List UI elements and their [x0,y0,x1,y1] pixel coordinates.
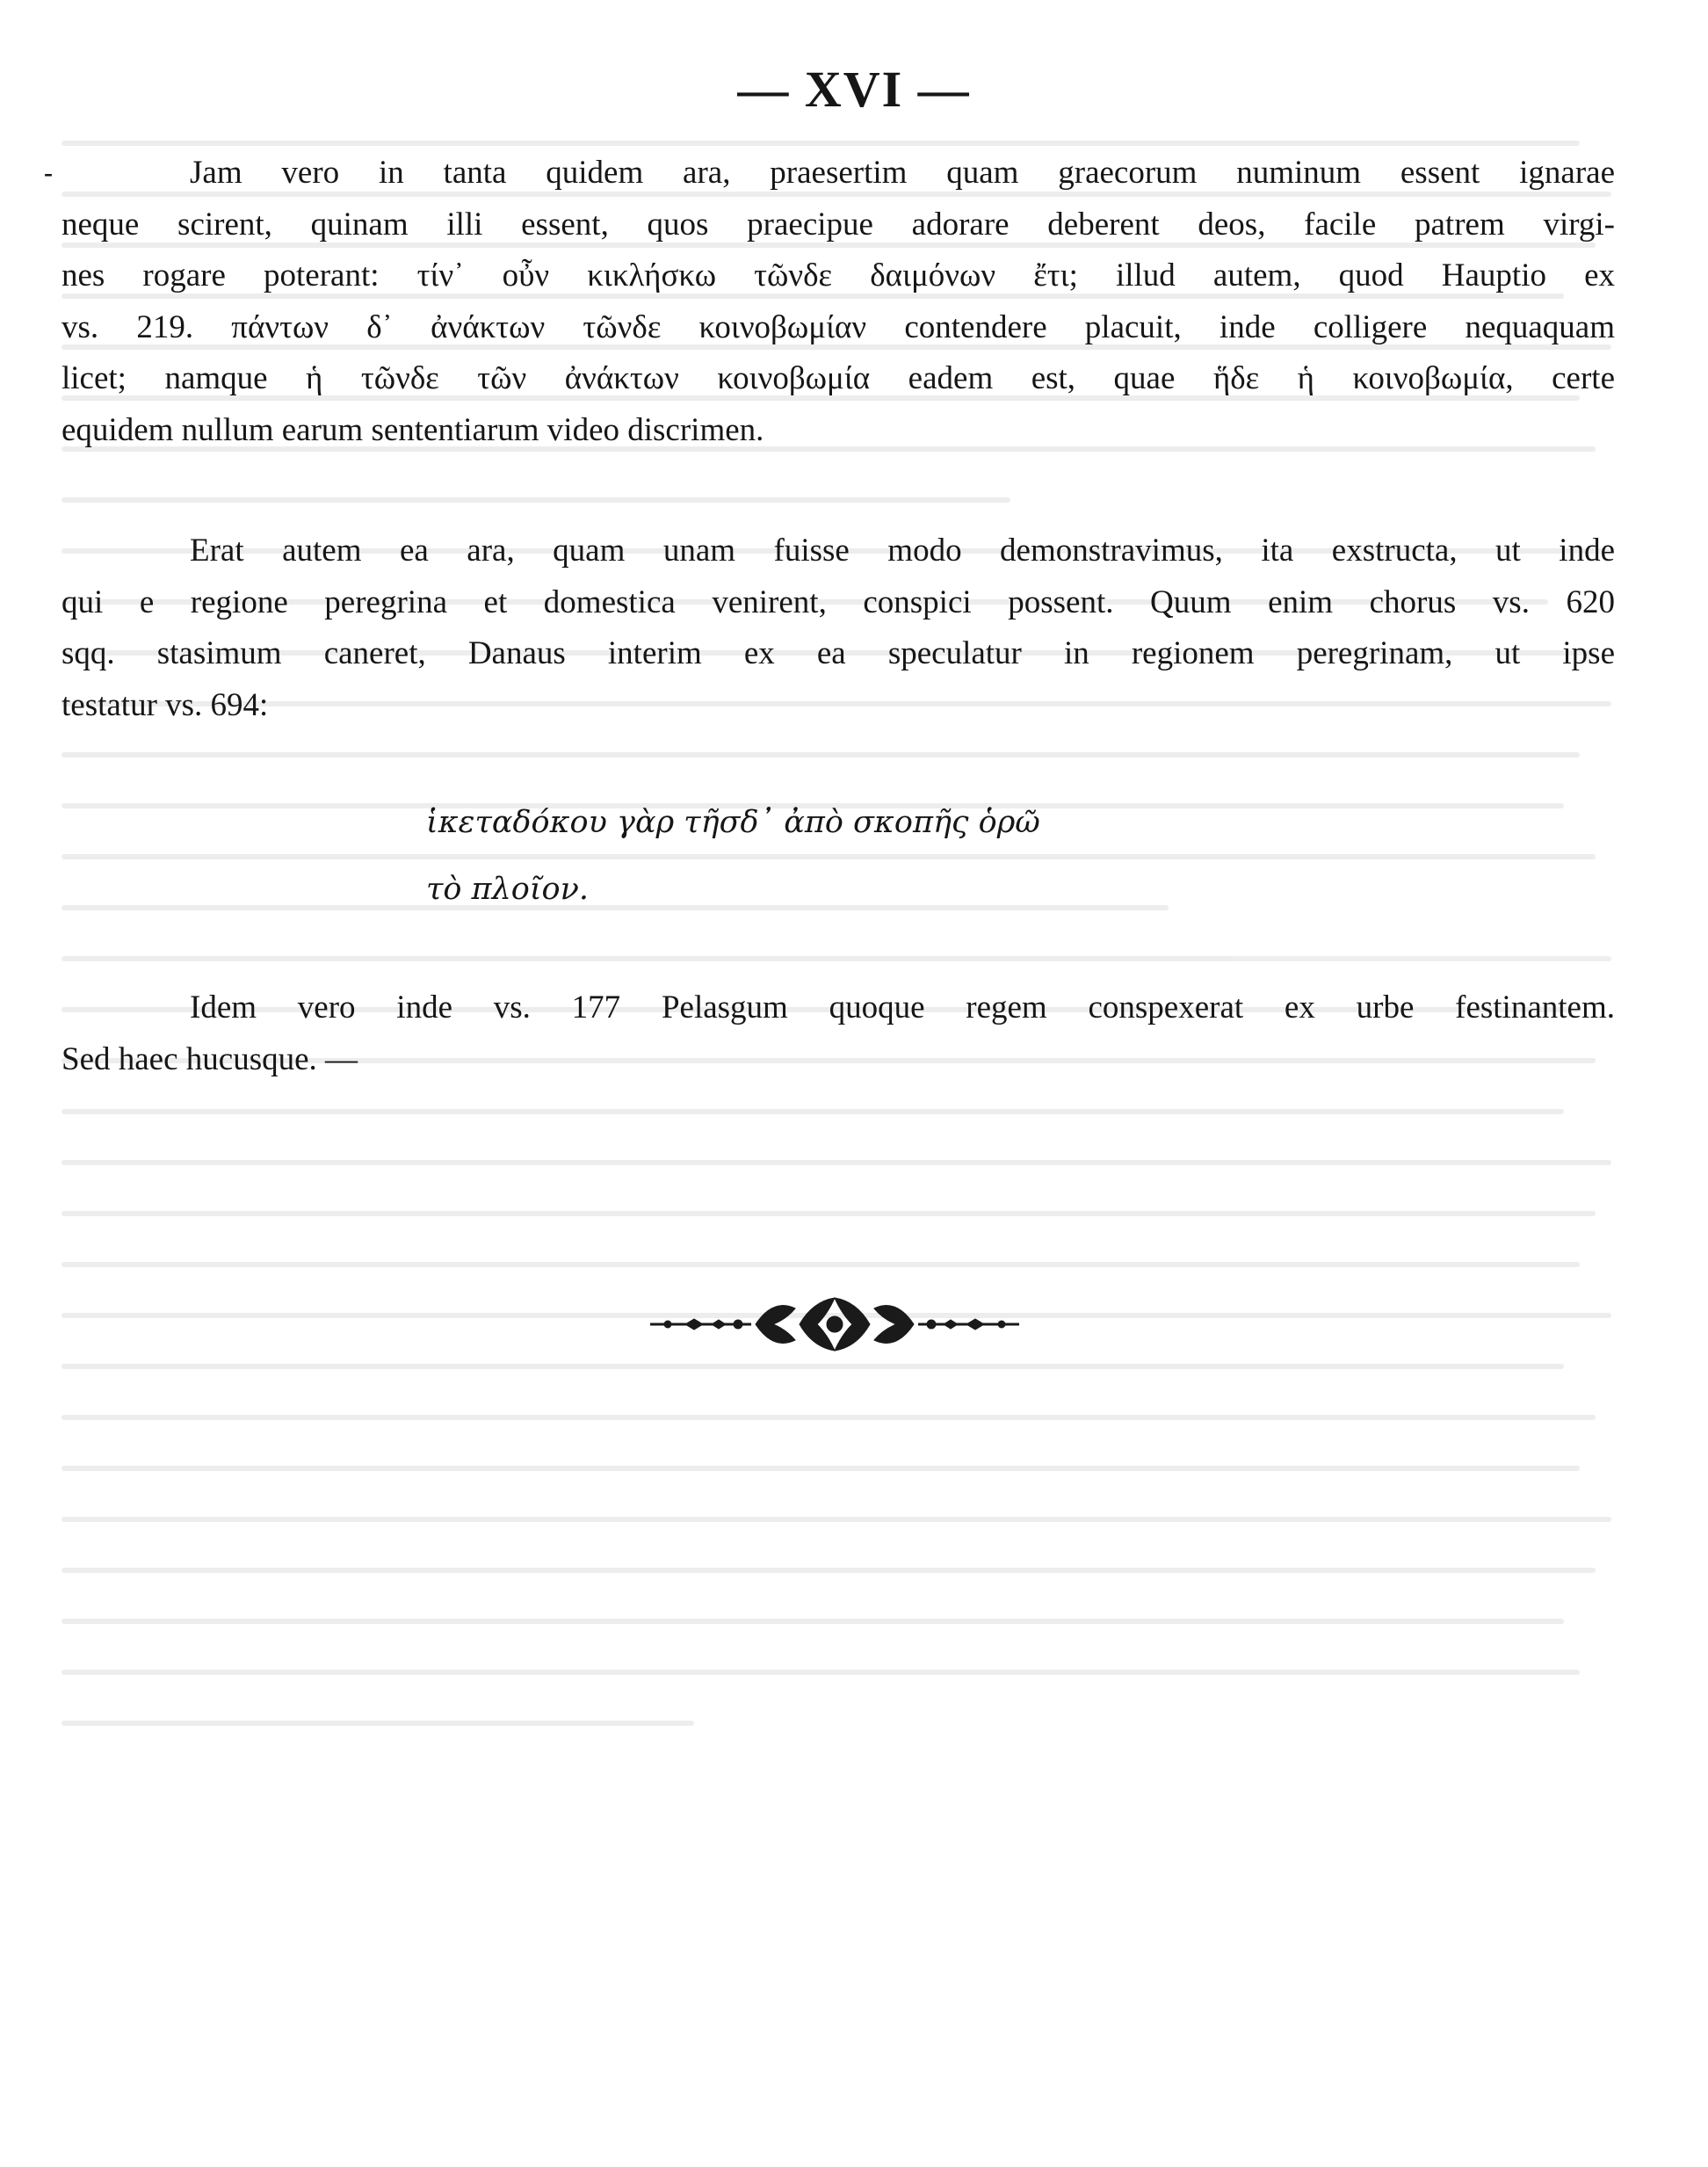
paragraph-line: Erat autem ea ara, quam unam fuisse modo demonstravimus, ita exstructa, ut inde [190,533,1615,569]
paragraph-line: Idem vero inde vs. 177 Pelasgum quoque regem conspexerat ex urbe festinantem. [190,989,1615,1026]
paragraph-line: Sed haec hucusque. — [62,1040,358,1077]
margin-dash-mark: - [44,158,53,187]
fleuron-ornament-icon [650,1294,1019,1355]
greek-quotation [426,789,1040,923]
page-number-header: — XVI — [737,61,971,118]
paragraph-line: qui e regione peregrina et domestica venirent, conspici possent. Quum enim chorus vs. 620 [62,583,1615,620]
paragraph-3 [62,982,1615,1085]
quotation-line: ἱκεταδόκου γὰρ τῆσδ᾽ ἀπὸ σκοπῆς ὁρῶ [426,805,1040,840]
paragraph-line: Jam vero in tanta quidem ara, praesertim quam graecorum numinum essent ignarae [190,155,1615,191]
quotation-line: τὸ πλοῖον. [426,872,590,907]
paragraph-line: neque scirent, quinam illi essent, quos praecipue adorare deberent deos, facile patrem virgi- [62,206,1615,243]
paragraph-line: testatur vs. 694: [62,686,269,723]
paragraph-line: sqq. stasimum caneret, Danaus interim ex ea speculatur in regionem peregrinam, ut ipse [62,635,1615,671]
paragraph-1 [62,148,1615,456]
paragraph-line: licet; namque ἡ τῶνδε τῶν ἀνάκτων κοινοβωμία eadem est, quae ἥδε ἡ κοινοβωμία, certe [62,360,1615,396]
paragraph-line: equidem nullum earum sententiarum video discrimen. [62,411,764,448]
paragraph-2 [62,525,1615,731]
paragraph-line: nes rogare poterant: τίν᾽ οὖν κικλήσκω τῶνδε δαιμόνων ἔτι; illud autem, quod Hauptio ex [62,257,1615,294]
paragraph-line: vs. 219. πάντων δ᾽ ἀνάκτων τῶνδε κοινοβωμίαν contendere placuit, inde colligere nequaquam [62,308,1615,345]
